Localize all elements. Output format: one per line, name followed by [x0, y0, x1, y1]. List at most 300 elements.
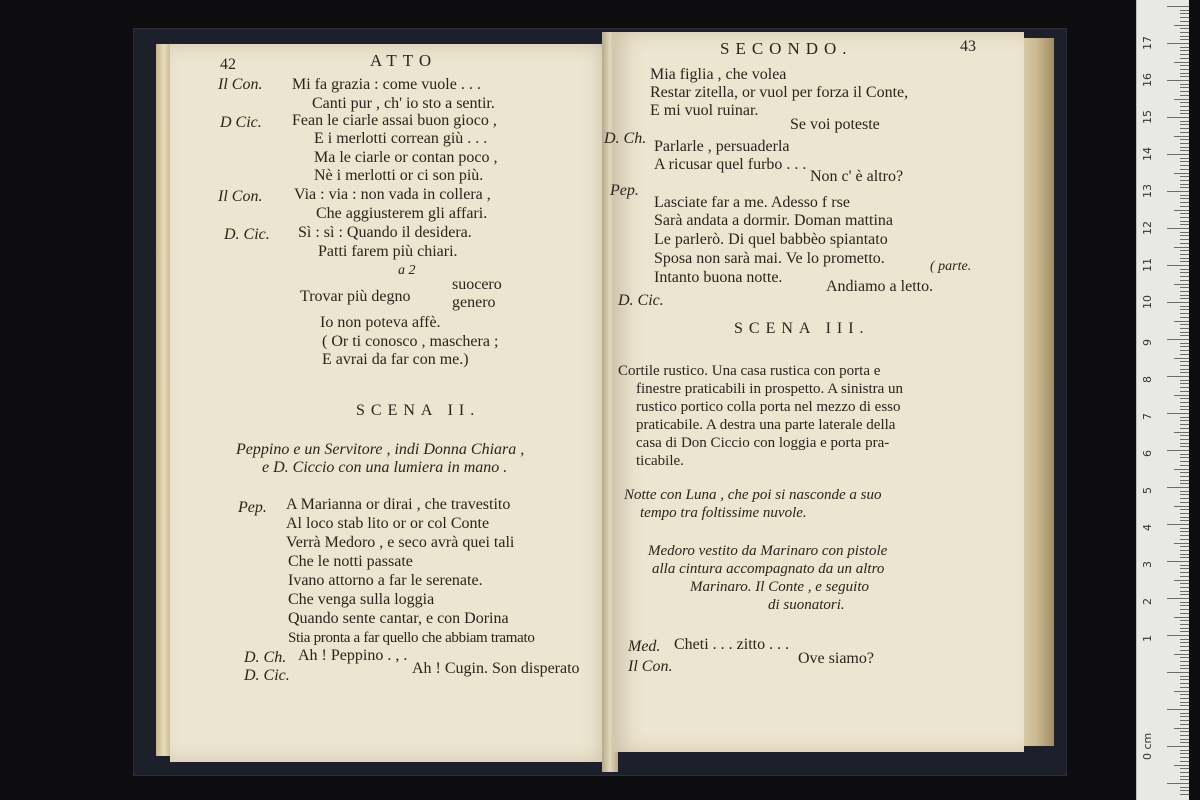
speaker: Il Con. [628, 658, 673, 675]
ruler-tick [1180, 365, 1189, 366]
verse-line: Quando sente cantar, e con Dorina [288, 610, 509, 627]
ruler-tick [1180, 106, 1189, 107]
setting-line: casa di Don Ciccio con loggia e porta pra- [636, 435, 890, 451]
stage-direction: Marinaro. Il Conte , e seguito [690, 579, 870, 595]
ruler-number: 16 [1141, 73, 1154, 87]
ruler-tick [1180, 591, 1189, 592]
duet-line: ( Or ti conosco , maschera ; [322, 333, 499, 350]
ruler-tick [1174, 469, 1189, 470]
ruler-tick [1180, 132, 1189, 133]
ruler-tick [1180, 639, 1189, 640]
ruler-tick [1174, 321, 1189, 322]
ruler-tick [1180, 716, 1189, 717]
ruler-tick [1180, 439, 1189, 440]
verse-line: E i merlotti correan giù . . . [314, 130, 488, 147]
verse-line: Le parlerò. Di quel babbèo spiantato [654, 231, 888, 248]
ruler-tick [1180, 665, 1189, 666]
ruler-tick [1180, 702, 1189, 703]
ruler-tick [1180, 565, 1189, 566]
ruler-tick [1180, 206, 1189, 207]
ruler-tick [1167, 80, 1189, 81]
ruler-tick [1180, 631, 1189, 632]
ruler-tick [1167, 709, 1189, 710]
verse-line: Al loco stab lito or or col Conte [286, 515, 490, 532]
ruler-tick [1180, 332, 1189, 333]
ruler-tick [1180, 491, 1189, 492]
ruler-tick [1174, 358, 1189, 359]
ruler-tick [1180, 480, 1189, 481]
ruler-tick [1180, 195, 1189, 196]
speaker: Il Con. [218, 188, 263, 205]
ruler-tick [1180, 84, 1189, 85]
setting-line: Cortile rustico. Una casa rustica con porta e [618, 363, 881, 379]
ruler-tick [1180, 113, 1189, 114]
setting-line: rustico portico colla porta nel mezzo di esso [636, 399, 901, 415]
verse-line: Ma le ciarle or contan poco , [314, 149, 498, 166]
ruler-tick [1180, 446, 1189, 447]
ruler-tick [1180, 158, 1189, 159]
duet-option-top: suocero [452, 276, 502, 293]
ruler-tick [1180, 409, 1189, 410]
ruler-tick [1180, 609, 1189, 610]
ruler-tick [1180, 761, 1189, 762]
speaker: D Cic. [220, 114, 262, 131]
speaker: D. Cic. [618, 292, 664, 309]
right-scene-title: SCENA III. [734, 320, 870, 337]
ruler-tick [1180, 576, 1189, 577]
ruler-tick [1180, 535, 1189, 536]
ruler-tick [1180, 454, 1189, 455]
duet-line-start: Trovar più degno [300, 288, 411, 305]
verse-line: Ah ! Peppino . , . [298, 647, 408, 664]
ruler-tick [1180, 720, 1189, 721]
ruler-tick [1180, 372, 1189, 373]
ruler-tick [1167, 191, 1189, 192]
ruler-tick [1180, 679, 1189, 680]
ruler-tick [1180, 346, 1189, 347]
verse-line: Non c' è altro? [810, 168, 904, 185]
verse-line: Sposa non sarà mai. Ve lo prometto. [654, 250, 885, 267]
ruler-tick [1180, 47, 1189, 48]
ruler-tick [1180, 287, 1189, 288]
ruler-tick [1180, 110, 1189, 111]
ruler-tick [1180, 69, 1189, 70]
ruler-tick [1180, 517, 1189, 518]
ruler-tick [1180, 713, 1189, 714]
ruler-tick [1180, 150, 1189, 151]
verse-line: Sarà andata a dormir. Doman mattina [654, 212, 894, 229]
ruler-tick [1180, 169, 1189, 170]
ruler-tick [1180, 628, 1189, 629]
ruler-tick [1180, 58, 1189, 59]
ruler-tick [1180, 594, 1189, 595]
speaker: Pep. [238, 499, 267, 516]
ruler-tick [1167, 154, 1189, 155]
ruler-tick [1167, 413, 1189, 414]
ruler-tick [1180, 694, 1189, 695]
ruler-tick [1167, 376, 1189, 377]
ruler-tick [1180, 221, 1189, 222]
ruler-tick [1174, 617, 1189, 618]
ruler-tick [1174, 173, 1189, 174]
ruler-tick [1167, 672, 1189, 673]
verse-line: Patti farem più chiari. [318, 243, 458, 260]
stage-direction: Notte con Luna , che poi si nasconde a suo [624, 487, 882, 503]
verse-line: Ove siamo? [798, 650, 874, 667]
ruler-tick [1180, 121, 1189, 122]
ruler-tick [1180, 420, 1189, 421]
ruler-tick [1180, 317, 1189, 318]
ruler-tick [1180, 457, 1189, 458]
right-running-head: SECONDO. [720, 39, 853, 58]
ruler-tick [1180, 28, 1189, 29]
ruler-tick [1174, 210, 1189, 211]
ruler-tick [1167, 339, 1189, 340]
ruler-tick [1174, 62, 1189, 63]
ruler-tick [1180, 254, 1189, 255]
measuring-ruler [1136, 0, 1189, 800]
stage-direction: di suonatori. [768, 597, 845, 613]
ruler-tick [1180, 698, 1189, 699]
ruler-tick [1180, 554, 1189, 555]
verse-line: Ah ! Cugin. Son disperato [412, 660, 580, 677]
speaker: Pep. [610, 182, 639, 199]
ruler-tick [1180, 187, 1189, 188]
ruler-tick [1167, 265, 1189, 266]
ruler-tick [1180, 683, 1189, 684]
ruler-number: 12 [1141, 221, 1154, 235]
verse-line: Ivano attorno a far le serenate. [288, 572, 483, 589]
ruler-tick [1180, 443, 1189, 444]
ruler-tick [1180, 502, 1189, 503]
speaker: D. Cic. [244, 667, 290, 684]
verse-line: Nè i merlotti or ci son più. [314, 167, 484, 184]
ruler-tick [1180, 361, 1189, 362]
duet-option-bottom: genero [452, 294, 496, 311]
verse-line: Se voi poteste [790, 116, 880, 133]
ruler-tick [1174, 691, 1189, 692]
ruler-unit-label: 0 cm [1141, 732, 1154, 760]
ruler-tick [1180, 328, 1189, 329]
ruler-tick [1180, 613, 1189, 614]
ruler-tick [1180, 217, 1189, 218]
ruler-tick [1180, 50, 1189, 51]
ruler-tick [1180, 291, 1189, 292]
ruler-tick [1180, 261, 1189, 262]
ruler-tick [1180, 757, 1189, 758]
ruler-tick [1180, 531, 1189, 532]
ruler-tick [1174, 654, 1189, 655]
ruler-tick [1174, 247, 1189, 248]
ruler-tick [1180, 417, 1189, 418]
ruler-tick [1180, 235, 1189, 236]
ruler-tick [1180, 620, 1189, 621]
ruler-tick [1180, 10, 1189, 11]
ruler-tick [1180, 350, 1189, 351]
ruler-number: 10 [1141, 295, 1154, 309]
ruler-tick [1180, 646, 1189, 647]
left-scene-title: SCENA II. [356, 402, 481, 419]
setting-line: praticabile. A destra una parte laterale della [636, 417, 896, 433]
ruler-tick [1180, 402, 1189, 403]
ruler-tick [1180, 687, 1189, 688]
ruler-tick [1180, 213, 1189, 214]
ruler-number: 11 [1141, 258, 1154, 272]
ruler-tick [1180, 790, 1189, 791]
ruler-tick [1180, 657, 1189, 658]
ruler-number: 14 [1141, 147, 1154, 161]
ruler-tick [1180, 280, 1189, 281]
ruler-number: 15 [1141, 110, 1154, 124]
left-page-number: 42 [220, 56, 236, 73]
ruler-tick [1180, 483, 1189, 484]
ruler-tick [1167, 450, 1189, 451]
ruler-tick [1180, 128, 1189, 129]
ruler-tick [1180, 354, 1189, 355]
stage-direction: alla cintura accompagnato da un altro [652, 561, 885, 577]
verse-line: Stia pronta a far quello che abbiam tramato [288, 630, 535, 646]
stage-direction: tempo tra foltissime nuvole. [640, 505, 807, 521]
ruler-tick [1174, 543, 1189, 544]
verse-line: Canti pur , ch' io sto a sentir. [312, 95, 495, 112]
ruler-tick [1180, 428, 1189, 429]
ruler-tick [1167, 524, 1189, 525]
ruler-tick [1180, 272, 1189, 273]
ruler-tick [1180, 269, 1189, 270]
ruler-tick [1180, 572, 1189, 573]
verse-line: Che aggiusterem gli affari. [316, 205, 488, 222]
ruler-tick [1180, 546, 1189, 547]
ruler-number: 5 [1141, 487, 1154, 494]
ruler-tick [1180, 276, 1189, 277]
ruler-tick [1180, 735, 1189, 736]
duet-marker: a 2 [398, 263, 416, 278]
ruler-tick [1180, 36, 1189, 37]
ruler-tick [1180, 147, 1189, 148]
ruler-tick [1180, 387, 1189, 388]
ruler-tick [1180, 343, 1189, 344]
ruler-tick [1180, 676, 1189, 677]
verse-line: Andiamo a letto. [826, 278, 934, 295]
duet-line: Io non poteva affè. [320, 314, 441, 331]
stage-direction: Peppino e un Servitore , indi Donna Chiara , [236, 441, 525, 458]
ruler-tick [1180, 309, 1189, 310]
ruler-tick [1180, 779, 1189, 780]
ruler-tick [1167, 302, 1189, 303]
left-running-head: ATTO [370, 51, 438, 70]
ruler-tick [1180, 239, 1189, 240]
ruler-tick [1180, 528, 1189, 529]
setting-line: finestre praticabili in prospetto. A sinistra un [636, 381, 904, 397]
ruler-tick [1180, 557, 1189, 558]
ruler-tick [1180, 602, 1189, 603]
ruler-tick [1180, 476, 1189, 477]
ruler-tick [1180, 650, 1189, 651]
verse-line: Parlarle , persuaderla [654, 138, 790, 155]
ruler-tick [1174, 25, 1189, 26]
ruler-tick [1180, 87, 1189, 88]
ruler-tick [1180, 176, 1189, 177]
ruler-tick [1180, 772, 1189, 773]
speaker: Med. [628, 638, 661, 655]
ruler-tick [1180, 513, 1189, 514]
ruler-tick [1174, 99, 1189, 100]
ruler-tick [1180, 753, 1189, 754]
ruler-tick [1180, 73, 1189, 74]
verse-line: Che le notti passate [288, 553, 413, 570]
ruler-tick [1180, 380, 1189, 381]
ruler-tick [1174, 765, 1189, 766]
ruler-tick [1180, 198, 1189, 199]
ruler-number: 8 [1141, 376, 1154, 383]
ruler-tick [1180, 520, 1189, 521]
ruler-tick [1180, 705, 1189, 706]
ruler-tick [1180, 776, 1189, 777]
ruler-tick [1167, 783, 1189, 784]
ruler-tick [1180, 642, 1189, 643]
ruler-tick [1180, 587, 1189, 588]
ruler-tick [1180, 232, 1189, 233]
ruler-number: 1 [1141, 635, 1154, 642]
verse-line: Via : via : non vada in collera , [294, 186, 491, 203]
stage-direction: e D. Ciccio con una lumiera in mano . [262, 459, 508, 476]
verse-line: Cheti . . . zitto . . . [674, 636, 790, 653]
speaker: D. Cic. [224, 226, 270, 243]
ruler-number: 13 [1141, 184, 1154, 198]
ruler-tick [1180, 102, 1189, 103]
ruler-tick [1180, 258, 1189, 259]
verse-line: Mia figlia , che volea [650, 66, 787, 83]
ruler-tick [1167, 6, 1189, 7]
ruler-tick [1180, 17, 1189, 18]
ruler-tick [1180, 324, 1189, 325]
ruler-tick [1180, 369, 1189, 370]
ruler-tick [1180, 768, 1189, 769]
ruler-tick [1180, 661, 1189, 662]
ruler-tick [1180, 435, 1189, 436]
ruler-tick [1167, 746, 1189, 747]
ruler-tick [1180, 509, 1189, 510]
speaker: Il Con. [218, 76, 263, 93]
verse-line: A Marianna or dirai , che travestito [286, 496, 511, 513]
verse-line: E mi vuol ruinar. [650, 102, 759, 119]
verse-line: Verrà Medoro , e seco avrà quei tali [286, 534, 515, 551]
ruler-tick [1180, 39, 1189, 40]
ruler-tick [1167, 561, 1189, 562]
ruler-tick [1180, 54, 1189, 55]
verse-line: Che venga sulla loggia [288, 591, 435, 608]
ruler-tick [1180, 539, 1189, 540]
ruler-tick [1180, 383, 1189, 384]
ruler-tick [1180, 306, 1189, 307]
speaker: D. Ch. [244, 649, 287, 666]
ruler-tick [1180, 243, 1189, 244]
ruler-tick [1180, 494, 1189, 495]
ruler-tick [1180, 406, 1189, 407]
ruler-number: 4 [1141, 524, 1154, 531]
setting-line: ticabile. [636, 453, 684, 469]
ruler-tick [1174, 432, 1189, 433]
ruler-tick [1174, 580, 1189, 581]
ruler-tick [1180, 32, 1189, 33]
ruler-tick [1180, 95, 1189, 96]
ruler-tick [1180, 165, 1189, 166]
verse-line: Intanto buona notte. [654, 269, 783, 286]
ruler-tick [1180, 794, 1189, 795]
ruler-tick [1180, 139, 1189, 140]
ruler-tick [1180, 161, 1189, 162]
ruler-tick [1180, 21, 1189, 22]
ruler-tick [1174, 395, 1189, 396]
ruler-tick [1167, 228, 1189, 229]
ruler-tick [1180, 13, 1189, 14]
ruler-tick [1180, 668, 1189, 669]
ruler-tick [1167, 598, 1189, 599]
ruler-tick [1174, 506, 1189, 507]
ruler-tick [1180, 624, 1189, 625]
ruler-tick [1174, 284, 1189, 285]
ruler-tick [1180, 498, 1189, 499]
ruler-number: 3 [1141, 561, 1154, 568]
ruler-tick [1180, 472, 1189, 473]
ruler-number: 7 [1141, 413, 1154, 420]
verse-line: Mi fa grazia : come vuole . . . [292, 76, 481, 93]
ruler-tick [1174, 728, 1189, 729]
ruler-tick [1180, 76, 1189, 77]
ruler-tick [1180, 605, 1189, 606]
ruler-tick [1180, 724, 1189, 725]
ruler-tick [1180, 124, 1189, 125]
ruler-tick [1167, 43, 1189, 44]
ruler-tick [1180, 335, 1189, 336]
ruler-tick [1180, 739, 1189, 740]
ruler-tick [1180, 568, 1189, 569]
ruler-tick [1180, 91, 1189, 92]
ruler-number: 9 [1141, 339, 1154, 346]
verse-line: Fean le ciarle assai buon gioco , [292, 112, 497, 129]
speaker: D. Ch. [604, 130, 647, 147]
verse-line: A ricusar quel furbo . . . [654, 156, 807, 173]
right-page-edges [1022, 38, 1054, 746]
ruler-tick [1180, 731, 1189, 732]
ruler-tick [1180, 143, 1189, 144]
verse-line: Lasciate far a me. Adesso f rse [654, 194, 850, 211]
ruler-tick [1180, 398, 1189, 399]
ruler-tick [1180, 65, 1189, 66]
ruler-tick [1180, 250, 1189, 251]
ruler-number: 17 [1141, 36, 1154, 50]
ruler-tick [1174, 136, 1189, 137]
verse-line: Restar zitella, or vuol per forza il Conte, [650, 84, 909, 101]
ruler-number: 6 [1141, 450, 1154, 457]
ruler-tick [1180, 180, 1189, 181]
ruler-tick [1180, 787, 1189, 788]
stage-note: ( parte. [930, 259, 972, 274]
ruler-tick [1180, 391, 1189, 392]
ruler-tick [1180, 742, 1189, 743]
ruler-number: 2 [1141, 598, 1154, 605]
ruler-tick [1180, 313, 1189, 314]
duet-line: E avrai da far con me.) [322, 351, 469, 368]
stage-direction: Medoro vestito da Marinaro con pistole [648, 543, 888, 559]
ruler-tick [1167, 635, 1189, 636]
ruler-tick [1180, 295, 1189, 296]
ruler-tick [1180, 298, 1189, 299]
ruler-tick [1167, 117, 1189, 118]
ruler-tick [1180, 465, 1189, 466]
ruler-tick [1167, 487, 1189, 488]
ruler-tick [1180, 424, 1189, 425]
